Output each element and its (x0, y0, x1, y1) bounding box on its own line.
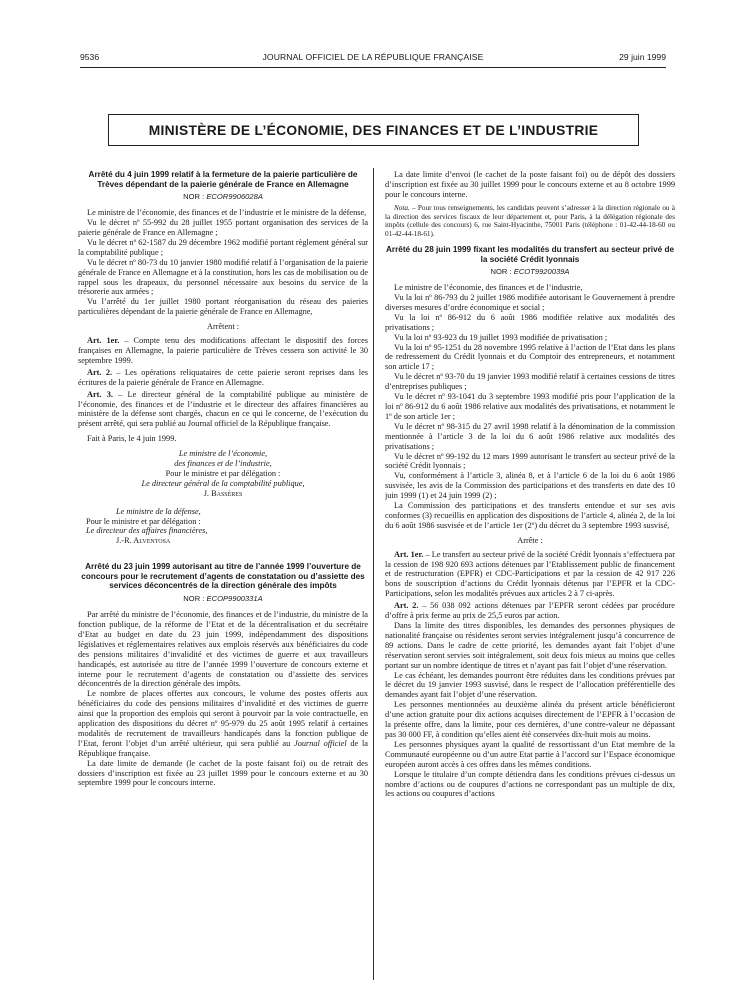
paragraph: Vu le décret nº 62-1587 du 29 décembre 1962 modifié portant règlement général sur la comptabilité publique ; (78, 237, 368, 257)
article-1 (385, 550, 675, 600)
column-divider (373, 168, 374, 980)
nor-reference (385, 267, 675, 276)
arrete-heading: Arrête : (517, 535, 543, 545)
nor-label: NOR : (183, 192, 205, 202)
paragraph: Vu le décret nº 80-73 du 10 janvier 1980 modifié relatif à l’organisation de la paierie générale de France en Allemagne et à la constitution, hors les cas de mobilisation ou de rappel sous les drapeaux, du personnel nécessaire aux besoins du service de la trésorerie aux armées ; (78, 257, 368, 297)
decree-title: Arrêté du 28 juin 1999 fixant les modalités du transfert au secteur privé de la société Crédit lyonnais (385, 244, 675, 264)
nor-code: ECOP9900331A (206, 594, 263, 604)
signatory-name: J. Bassères (203, 488, 243, 498)
signatory-name: J.-R. Alventosa (116, 536, 171, 546)
paragraph: Vu le décret nº 99-192 du 12 mars 1999 autorisant le transfert au secteur privé de la société Crédit lyonnais ; (385, 451, 675, 471)
signatory-title: Le ministre de l’économie, (178, 449, 268, 459)
paragraph: Vu, conformément à l’article 3, alinéa 8, et à l’article 6 de la loi du 6 août 1986 susvisée, les avis de la Commission des participations et des transferts en date des 10 juin 1999 (1) et 24 juin 1999 (2) ; (385, 471, 675, 501)
paragraph-text: de la République française. (78, 738, 368, 758)
article-label: Art. 3. (87, 389, 113, 399)
paragraph: La date limite d’envoi (le cachet de la poste faisant foi) ou de dépôt des dossiers d’inscription est fixée au 30 juillet 1999 pour le concours externe et au 8 octobre 1999 pour le concours interne. (385, 170, 675, 199)
nor-code: ECOT9920039A (513, 267, 570, 277)
nor-label: NOR : (490, 267, 512, 277)
paragraph-text: Le nombre de places offertes aux concours, le volume des postes offerts aux bénéficiaires du code des pensions militaires d’invalidité et des victimes de guerre ainsi que la proportion des emplois qui seront à pourvoir par la voie contractuelle, en application des dispositions du décret nº 95-979 du 25 août 1995 relatif à certaines modalités de recrutement de travailleurs handicapés dans la fonction publique de l’Etat, feront l’objet d’un arrêté ultérieur, qui sera publié au (78, 689, 368, 748)
signatory-title: Le ministre de la défense, (116, 506, 201, 516)
article-label: Art. 1er. (394, 549, 424, 559)
nor-reference (78, 192, 368, 201)
paragraph: Vu le décret nº 98-315 du 27 avril 1998 relatif à la dénomination de la commission mentionnée à l’article 3 de la loi du 6 août 1986 relative aux modalités des privatisations ; (385, 421, 675, 451)
paragraph: Par arrêté du ministre de l’économie, des finances et de l’industrie, du ministre de la fonction publique, de la réforme de l’Etat et de la décentralisation et du secrétaire d’Etat au budget en date du 23 juin 1999, indépendamment des dispositions législatives et réglementaires relatives aux emplois réservés aux bénéficiaires du code des pensions militaires d’invalidité et des victimes de guerre et aux travailleurs handicapés, est autorisée au titre de l’année 1999 l’ouverture de concours externe et interne pour le recrutement d’agents de constatation ou d’assiette des services déconcentrés de la direction générale des impôts. (78, 610, 368, 689)
paragraph: La Commission des participations et des transferts entendue et sur ses avis conformes (3) recueillis en application des dispositions de l’article 4, alinéa 2, de la loi du 6 août 1986 susvisée et de l’article 1er (2º) du décret du 3 septembre 1993 susvisé, (385, 501, 675, 530)
signature-block-2 (78, 507, 368, 547)
paragraph: Lorsque le titulaire d’un compte détiendra dans les conditions prévues ci-dessus un nombre d’actions ou de coupures d’actions ne correspondant pas un multiple de dix, les actions ou coupures d’actions (385, 769, 675, 799)
ministry-title: MINISTÈRE DE L’ÉCONOMIE, DES FINANCES ET DE L’INDUSTRIE (148, 122, 599, 138)
paragraph: Vu la loi nº 93-923 du 19 juillet 1993 modifiée de privatisation ; (394, 332, 608, 342)
issue-date: 29 juin 1999 (619, 52, 666, 62)
journal-title: JOURNAL OFFICIEL DE LA RÉPUBLIQUE FRANÇAISE (262, 52, 484, 62)
paragraph (78, 689, 368, 758)
decree-title: Arrêté du 23 juin 1999 autorisant au titre de l’année 1999 l’ouverture de concours pour le recrutement d’agents de constatation ou d’assiette des services déconcentrés de la direction générale des impôts (81, 562, 365, 591)
article-text: – Le transfert au secteur privé de la société Crédit lyonnais s’effectuera par la cession de 198 920 693 actions détenues par l’Etablissement public de financement et de restructuration (EPFR) et CDC-Participations et par la cession de 42 917 226 bons de souscription d’actions du Crédit lyonnais détenus par l’EPFR et la CDC-Participations, selon les modalités prévues aux articles 2 à 7 ci-après. (385, 549, 675, 599)
paragraph: Vu le décret nº 55-992 du 28 juillet 1955 portant organisation des services de la paierie générale de France en Allemagne ; (78, 218, 368, 237)
nor-label: NOR : (183, 594, 205, 604)
article-1 (78, 336, 368, 366)
delegation-line: Pour le ministre et par délégation : (86, 516, 201, 526)
header-rule (80, 67, 666, 68)
page-number: 9536 (80, 52, 100, 62)
nota (385, 204, 675, 239)
paragraph: Les personnes physiques ayant la qualité de ressortissant d’un Etat membre de la Communauté européenne ou d’un autre Etat partie à l’accord sur l’Espace économique européen auront accès à ces offres dans les mêmes conditions. (385, 739, 675, 769)
paragraph: Vu l’arrêté du 1er juillet 1980 portant réorganisation du réseau des paieries particulières dépendant de la paierie générale de France en Allemagne, (78, 297, 368, 317)
article-2 (385, 601, 675, 621)
nota-label: Nota. (394, 203, 410, 212)
paragraph: Vu la loi nº 95-1251 du 28 novembre 1995 relative à l’action de l’Etat dans les plans de redressement du Crédit lyonnais et du Comptoir des entrepreneurs, et notamment son article 17 ; (385, 342, 675, 372)
article-label: Art. 2. (394, 601, 419, 611)
running-header (80, 52, 666, 66)
done-at: Fait à Paris, le 4 juin 1999. (87, 434, 177, 444)
article-label: Art. 2. (87, 367, 113, 377)
arretent-heading: Arrêtent : (206, 322, 240, 332)
paragraph: Vu le décret nº 93-1041 du 3 septembre 1993 modifié pris pour l’application de la loi nº 86-912 du 6 août 1986 relative aux modalités des privatisations, et notamment le 1º de son article 1er ; (385, 392, 675, 421)
right-column (385, 170, 675, 980)
signatory-title: des finances et de l’industrie, (174, 459, 272, 469)
article-3 (78, 390, 368, 430)
delegation-line: Pour le ministre et par délégation : (165, 468, 281, 478)
nota-text: – Pour tous renseignements, les candidats peuvent s’adresser à la direction régionale ou à la direction des services fiscaux de leur département et, pour Paris, à la délégation régionale des impôts (cellule des concours) 6, rue Saint-Hyacinthe, 75001 Paris (téléphone : 01-42-44-18-60 ou 01-42-44-18-61). (385, 203, 675, 239)
paragraph: Les personnes mentionnées au deuxième alinéa du présent article bénéficieront d’une action gratuite pour dix actions acquises directement de l’EPFR à l’occasion de la présente offre, dans la limite, pour ces dernières, d’une contre-valeur ne dépassant pas 30 000 FF, à condition qu’elles aient été conservées dix-huit mois au moins. (385, 700, 675, 739)
paragraph: Vu la loi nº 86-912 du 6 août 1986 modifiée relative aux modalités des privatisations ; (385, 312, 675, 332)
paragraph: Le ministre de l’économie, des finances et de l’industrie et le ministre de la défense, (87, 208, 367, 218)
paragraph: Vu le décret nº 93-70 du 19 janvier 1993 modifié relatif à certaines cessions de titres d’entreprises publiques ; (385, 372, 675, 392)
nor-code: ECOR9906028A (206, 192, 263, 202)
article-text: – Les opérations reliquataires de cette paierie seront reprises dans les écritures de la paierie générale de France en Allemagne. (78, 367, 368, 387)
paragraph: Vu la loi nº 86-793 du 2 juillet 1986 modifiée autorisant le Gouvernement à prendre diverses mesures d’ordre économique et social ; (385, 293, 675, 312)
paragraph: Le cas échéant, les demandes pourront être réduites dans les conditions prévues par le décret du 19 janvier 1993 susvisé, dans le respect de l’allocation préférentielle des demandes ayant fait l’objet d’une réservation. (385, 670, 675, 700)
signature-block-1 (78, 449, 368, 499)
article-text: – Compte tenu des modifications affectant le dispositif des forces françaises en Allemagne, la paierie particulière de Trèves cessera son activité le 30 septembre 1999. (78, 336, 368, 365)
journal-officiel: Journal officiel (294, 738, 347, 748)
article-text: – 56 038 092 actions détenues par l’EPFR seront cédées par procédure d’offre à prix ferme au prix de 25,5 euros par action. (385, 601, 675, 621)
paragraph: La date limite de demande (le cachet de la poste faisant foi) ou de retrait des dossiers d’inscription est fixée au 23 juillet 1999 pour le concours externe et au 30 septembre 1999 pour le concours interne. (78, 758, 368, 788)
decree-title: Arrêté du 4 juin 1999 relatif à la fermeture de la paierie particulière de Trèves dépendant de la paierie générale de France en Allemagne (88, 170, 358, 189)
signatory-title: Le directeur des affaires financières, (86, 526, 208, 536)
article-2 (78, 368, 368, 388)
signatory-title: Le directeur général de la comptabilité publique, (141, 478, 305, 488)
ministry-banner (108, 114, 639, 146)
paragraph: Le ministre de l’économie, des finances et de l’industrie, (394, 283, 583, 293)
paragraph: Dans la limite des titres disponibles, les demandes des personnes physiques de nationalité française ou résidentes seront servies intégralement jusqu’à concurrence de 89 actions. Dans le cadre de cette priorité, les demandes ayant fait l’objet d’une réservation seront servies soit intégralement, soit deux fois mieux au moins que celles portant sur un nombre identique de titres et n’ayant pas fait l’objet d’une réservation. (385, 621, 675, 670)
article-label: Art. 1er. (87, 336, 120, 346)
left-column (78, 170, 368, 980)
nor-reference (78, 594, 368, 603)
article-text: – Le directeur général de la comptabilité publique au ministère de l’économie, des finances et de l’industrie et le directeur des affaires financières au ministère de la défense sont chargés, chacun en ce qui le concerne, de l’exécution du présent arrêté, qui sera publié au Journal officiel de la République française. (78, 389, 368, 429)
